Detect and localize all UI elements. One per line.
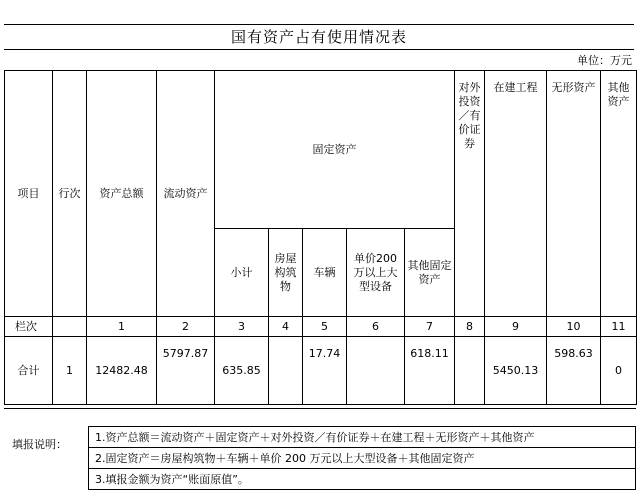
value-large-equipment <box>347 337 405 405</box>
header-item: 项目 <box>5 71 53 317</box>
column-number: 5 <box>303 317 347 337</box>
column-number: 10 <box>547 317 601 337</box>
header-other-assets: 其他资产 <box>601 71 637 317</box>
header-other-fixed: 其他固定资产 <box>405 229 455 317</box>
value-intangible: 598.63 <box>547 337 601 405</box>
note-item: 3.填报金额为资产“账面原值”。 <box>89 469 636 490</box>
column-number: 1 <box>87 317 157 337</box>
notes-label: 填报说明： <box>12 438 67 451</box>
column-number: 11 <box>601 317 637 337</box>
column-number-row <box>5 317 637 337</box>
asset-table <box>4 70 637 405</box>
value-buildings <box>269 337 303 405</box>
notes-list <box>88 426 636 490</box>
column-number: 4 <box>269 317 303 337</box>
total-row-label: 合计 <box>5 337 53 405</box>
value-fixed-subtotal: 635.85 <box>215 337 269 405</box>
header-fixed-assets: 固定资产 <box>215 71 455 229</box>
column-row-blank <box>53 317 87 337</box>
column-number: 8 <box>455 317 485 337</box>
value-investments <box>455 337 485 405</box>
header-subtotal: 小计 <box>215 229 269 317</box>
note-item: 2.固定资产＝房屋构筑物＋车辆＋单价 200 万元以上大型设备＋其他固定资产 <box>89 448 636 469</box>
column-number: 7 <box>405 317 455 337</box>
header-total-assets: 资产总额 <box>87 71 157 317</box>
column-number: 6 <box>347 317 405 337</box>
header-construction: 在建工程 <box>485 71 547 317</box>
column-number: 9 <box>485 317 547 337</box>
value-total-assets: 12482.48 <box>87 337 157 405</box>
header-current-assets: 流动资产 <box>157 71 215 317</box>
column-row-label: 栏次 <box>5 317 53 337</box>
column-number: 2 <box>157 317 215 337</box>
total-row-no: 1 <box>53 337 87 405</box>
unit-label: 单位：万元 <box>577 54 632 67</box>
header-large-equipment: 单价200万以上大型设备 <box>347 229 405 317</box>
report-title: 国有资产占有使用情况表 <box>4 24 634 50</box>
header-row-1 <box>5 71 637 229</box>
header-row-no: 行次 <box>53 71 87 317</box>
column-number: 3 <box>215 317 269 337</box>
value-other-assets: 0 <box>601 337 637 405</box>
header-investments: 对外投资／有价证券 <box>455 71 485 317</box>
value-current-assets: 5797.87 <box>157 337 215 405</box>
value-vehicles: 17.74 <box>303 337 347 405</box>
value-construction: 5450.13 <box>485 337 547 405</box>
header-buildings: 房屋构筑物 <box>269 229 303 317</box>
note-item: 1.资产总额＝流动资产＋固定资产＋对外投资／有价证券＋在建工程＋无形资产＋其他资产 <box>89 427 636 448</box>
value-other-fixed: 618.11 <box>405 337 455 405</box>
header-vehicles: 车辆 <box>303 229 347 317</box>
total-row <box>5 337 637 405</box>
header-intangible: 无形资产 <box>547 71 601 317</box>
